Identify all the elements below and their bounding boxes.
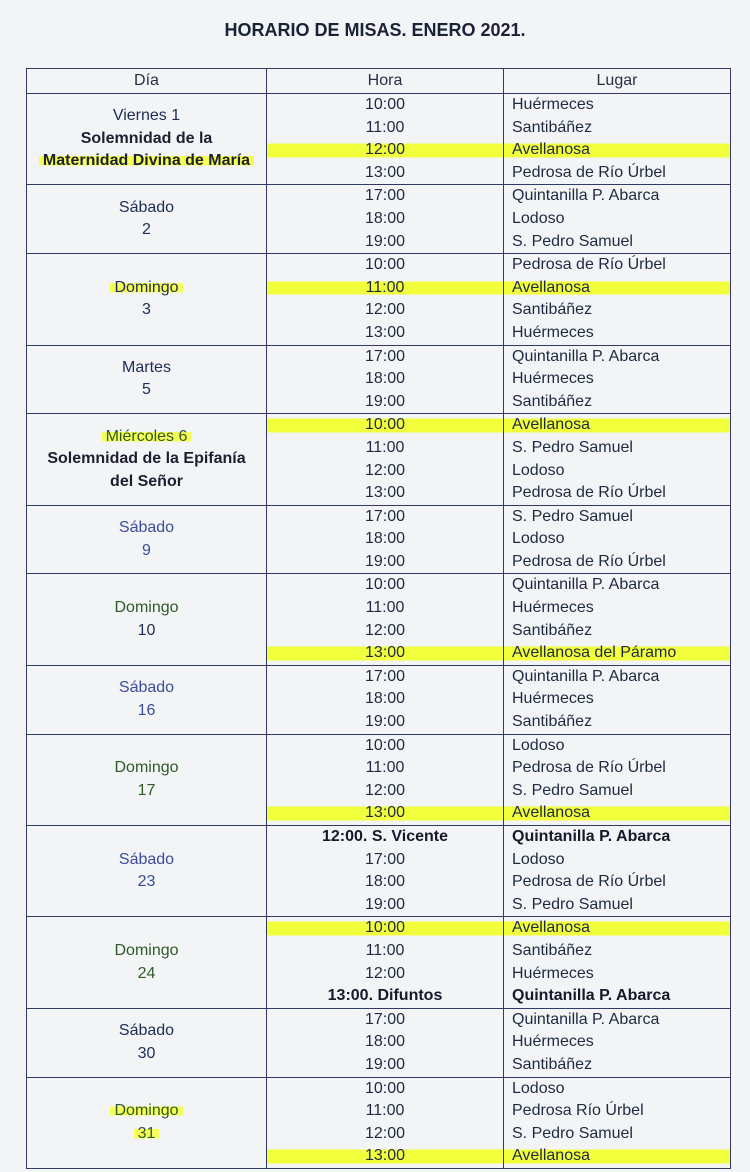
mass-time: 10:00 — [267, 414, 503, 437]
mass-time: 17:00 — [364, 850, 406, 868]
day-label: Sábado — [118, 679, 175, 697]
day-label: Sábado — [118, 198, 175, 216]
mass-location: Quintanilla P. Abarca — [512, 576, 660, 594]
day-cell — [27, 345, 267, 414]
day-group-row — [27, 505, 731, 574]
mass-location: Pedrosa de Río Úrbel — [512, 256, 666, 274]
mass-time: 18:00 — [364, 370, 406, 388]
mass-time: 13:00 — [267, 642, 503, 665]
mass-time: 12:00 — [364, 461, 406, 479]
lugar-cell — [504, 574, 731, 665]
mass-time: 12:00 — [364, 621, 406, 639]
mass-time: 12:00. S. Vicente — [322, 828, 448, 845]
mass-location: Avellanosa — [504, 414, 730, 437]
day-label: Domingo — [110, 1102, 182, 1119]
page-title: HORARIO DE MISAS. ENERO 2021. — [224, 20, 526, 40]
mass-time: 13:00 — [364, 163, 406, 181]
header-lugar: Lugar — [504, 69, 731, 94]
header-dia: Día — [27, 69, 267, 94]
mass-location: Avellanosa — [504, 1145, 730, 1168]
day-group-row — [27, 345, 731, 414]
day-label: 2 — [142, 221, 151, 239]
mass-time: 19:00 — [364, 232, 406, 250]
mass-time: 19:00 — [364, 1055, 406, 1073]
hora-cell — [267, 94, 504, 185]
day-label: Sábado — [118, 850, 175, 868]
hora-cell — [267, 734, 504, 825]
mass-location: Avellanosa — [504, 277, 730, 300]
mass-time: 17:00 — [364, 187, 406, 205]
day-label: Sábado — [118, 518, 175, 536]
day-cell — [27, 185, 267, 254]
mass-location: Lodoso — [512, 209, 565, 227]
hora-cell — [267, 505, 504, 574]
day-cell — [27, 414, 267, 505]
lugar-cell — [504, 414, 731, 505]
day-label: 24 — [137, 964, 156, 982]
day-cell — [27, 574, 267, 665]
mass-time: 12:00 — [364, 301, 406, 319]
mass-location: Huérmeces — [512, 964, 594, 982]
day-group-row — [27, 185, 731, 254]
mass-location: Lodoso — [512, 530, 565, 548]
day-label: Martes — [122, 358, 171, 376]
mass-location: S. Pedro Samuel — [512, 781, 633, 799]
mass-time: 10:00 — [364, 576, 406, 594]
mass-location: Santibáñez — [512, 1055, 593, 1073]
day-group-row — [27, 917, 731, 1008]
hora-cell — [267, 574, 504, 665]
day-label: 23 — [137, 873, 156, 891]
mass-time: 19:00 — [364, 552, 406, 570]
mass-location: S. Pedro Samuel — [512, 1124, 633, 1142]
day-label: Miércoles 6 — [102, 428, 192, 445]
mass-location: Santibáñez — [512, 621, 593, 639]
mass-time: 18:00 — [364, 1033, 406, 1051]
hora-cell — [267, 826, 504, 917]
mass-location: Lodoso — [512, 736, 565, 754]
mass-location: Huérmeces — [512, 323, 594, 341]
mass-time: 13:00 — [364, 484, 406, 502]
mass-location: Huérmeces — [512, 370, 594, 388]
mass-location: Quintanilla P. Abarca — [512, 828, 671, 845]
lugar-cell — [504, 734, 731, 825]
day-label: 17 — [137, 781, 156, 799]
mass-location: Pedrosa de Río Úrbel — [512, 484, 666, 502]
mass-time: 17:00 — [364, 507, 406, 525]
mass-location: Santibáñez — [512, 301, 593, 319]
mass-location: Pedrosa de Río Úrbel — [512, 163, 666, 181]
mass-time: 12:00 — [364, 1124, 406, 1142]
mass-location: S. Pedro Samuel — [512, 232, 633, 250]
hora-cell — [267, 1077, 504, 1168]
hora-cell — [267, 665, 504, 734]
day-label: Domingo — [114, 599, 179, 617]
mass-location: Lodoso — [512, 1079, 565, 1097]
lugar-cell — [504, 345, 731, 414]
hora-cell — [267, 254, 504, 345]
mass-location: Quintanilla P. Abarca — [512, 667, 660, 685]
hora-cell — [267, 414, 504, 505]
mass-time: 10:00 — [364, 1079, 406, 1097]
day-cell — [27, 826, 267, 917]
mass-location: Lodoso — [512, 461, 565, 479]
header-hora: Hora — [267, 69, 504, 94]
schedule-body — [27, 94, 731, 1169]
mass-location: Quintanilla P. Abarca — [512, 347, 660, 365]
lugar-cell — [504, 1008, 731, 1077]
mass-location: Santibáñez — [512, 713, 593, 731]
mass-time: 18:00 — [364, 530, 406, 548]
mass-location: Huérmeces — [512, 96, 594, 113]
mass-time: 18:00 — [364, 209, 406, 227]
mass-time: 13:00 — [267, 802, 503, 825]
day-group-row — [27, 665, 731, 734]
day-group-row — [27, 254, 731, 345]
mass-location: Avellanosa del Páramo — [504, 642, 730, 665]
hora-cell — [267, 917, 504, 1008]
mass-location: Avellanosa — [504, 917, 730, 940]
day-group-row — [27, 94, 731, 185]
day-label: 10 — [137, 621, 156, 639]
mass-location: Santibáñez — [512, 392, 593, 410]
mass-time: 10:00 — [364, 96, 406, 113]
table-header-row — [27, 69, 731, 94]
mass-time: 11:00 — [365, 599, 405, 617]
mass-time: 17:00 — [364, 1010, 406, 1028]
mass-location: Huérmeces — [512, 1033, 594, 1051]
mass-time: 17:00 — [364, 667, 406, 685]
mass-location: Santibáñez — [512, 118, 593, 136]
mass-location: Santibáñez — [512, 941, 593, 959]
mass-time: 11:00 — [365, 759, 405, 777]
day-label: 3 — [142, 301, 151, 319]
lugar-cell — [504, 505, 731, 574]
mass-time: 12:00 — [364, 781, 406, 799]
mass-location: Quintanilla P. Abarca — [512, 1010, 660, 1028]
lugar-cell — [504, 917, 731, 1008]
day-label: Viernes 1 — [112, 107, 181, 125]
hora-cell — [267, 185, 504, 254]
day-label: Maternidad Divina de María — [39, 152, 254, 169]
mass-time: 10:00 — [267, 917, 503, 940]
mass-location: S. Pedro Samuel — [512, 895, 633, 913]
mass-time: 11:00 — [267, 277, 503, 300]
mass-location: Pedrosa Río Úrbel — [512, 1102, 644, 1120]
day-label: 31 — [134, 1125, 160, 1142]
mass-time: 19:00 — [364, 895, 406, 913]
mass-time: 12:00 — [364, 964, 406, 982]
mass-location: Avellanosa — [504, 802, 730, 825]
day-cell — [27, 505, 267, 574]
day-cell — [27, 94, 267, 185]
mass-location: Huérmeces — [512, 599, 594, 617]
mass-time: 10:00 — [364, 736, 406, 754]
lugar-cell — [504, 826, 731, 917]
hora-cell — [267, 345, 504, 414]
day-label: Domingo — [110, 279, 182, 296]
mass-time: 11:00 — [365, 941, 405, 959]
day-label: del Señor — [110, 472, 183, 490]
mass-location: S. Pedro Samuel — [512, 507, 633, 525]
lugar-cell — [504, 94, 731, 185]
day-label: Domingo — [114, 941, 179, 959]
mass-time: 11:00 — [365, 438, 405, 456]
lugar-cell — [504, 665, 731, 734]
mass-time: 11:00 — [365, 1102, 405, 1120]
day-group-row — [27, 1008, 731, 1077]
mass-time: 12:00 — [267, 139, 503, 162]
mass-location: Pedrosa de Río Úrbel — [512, 552, 666, 570]
mass-location: Avellanosa — [504, 139, 730, 162]
day-group-row — [27, 574, 731, 665]
day-cell — [27, 254, 267, 345]
mass-time: 17:00 — [364, 347, 406, 365]
day-label: Sábado — [118, 1022, 175, 1040]
day-label: Solemnidad de la — [80, 129, 213, 147]
day-label: Domingo — [114, 759, 179, 777]
day-group-row — [27, 1077, 731, 1168]
mass-time: 18:00 — [364, 690, 406, 708]
day-cell — [27, 1077, 267, 1168]
day-group-row — [27, 734, 731, 825]
day-label: 30 — [137, 1044, 156, 1062]
day-group-row — [27, 414, 731, 505]
mass-location: Huérmeces — [512, 690, 594, 708]
hora-cell — [267, 1008, 504, 1077]
mass-time: 11:00 — [365, 118, 405, 136]
mass-location: Pedrosa de Río Úrbel — [512, 873, 666, 891]
mass-time: 10:00 — [364, 256, 406, 274]
mass-time: 19:00 — [364, 392, 406, 410]
lugar-cell — [504, 254, 731, 345]
day-label: Solemnidad de la Epifanía — [47, 450, 246, 468]
mass-time: 13:00. Difuntos — [327, 987, 443, 1005]
lugar-cell — [504, 1077, 731, 1168]
mass-schedule-table — [26, 68, 731, 1169]
day-cell — [27, 665, 267, 734]
mass-location: Pedrosa de Río Úrbel — [512, 759, 666, 777]
mass-location: Quintanilla P. Abarca — [512, 187, 660, 205]
mass-time: 13:00 — [364, 323, 406, 341]
day-label: 5 — [142, 381, 151, 399]
mass-time: 19:00 — [364, 713, 406, 731]
mass-location: Lodoso — [512, 850, 565, 868]
day-label: 16 — [137, 701, 156, 719]
mass-location: S. Pedro Samuel — [512, 438, 633, 456]
day-group-row — [27, 826, 731, 917]
day-cell — [27, 1008, 267, 1077]
mass-location: Quintanilla P. Abarca — [512, 987, 671, 1005]
lugar-cell — [504, 185, 731, 254]
day-label: 9 — [142, 541, 151, 559]
day-cell — [27, 734, 267, 825]
mass-time: 13:00 — [267, 1145, 503, 1168]
day-cell — [27, 917, 267, 1008]
mass-time: 18:00 — [364, 873, 406, 891]
